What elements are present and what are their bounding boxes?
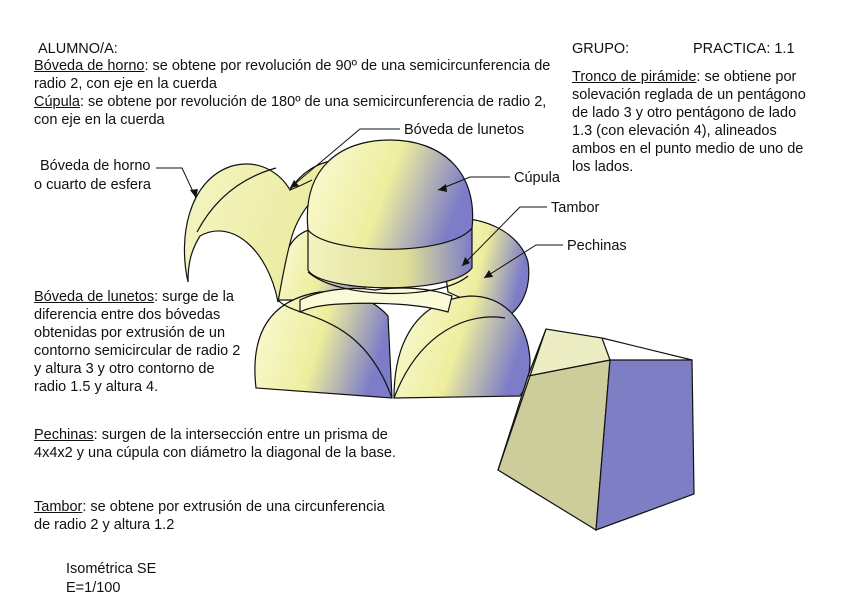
term-tambor: Tambor [34, 499, 83, 515]
front-dome-left [255, 292, 392, 398]
callout-lunetos: Bóveda de lunetos [404, 122, 525, 138]
grupo-label: GRUPO: [572, 41, 630, 57]
def-lunetos-text: : surge de la [154, 289, 234, 305]
front-dome-right [394, 296, 530, 398]
def-boveda-horno-line2: radio 2, con eje en la cuerda [34, 76, 217, 92]
def-tronco-line: 1.3 (con elevación 4), alineados [572, 123, 777, 139]
def-lunetos-line: y altura 3 y otro contorno de [34, 361, 215, 377]
term-tronco: Tronco de pirámide [572, 69, 697, 85]
leader-horno [156, 168, 196, 198]
def-pechinas-text: : surgen de la intersección entre un prisma de [93, 427, 388, 443]
pyramid-edge [602, 338, 692, 360]
def-tambor-line2: de radio 2 y altura 1.2 [34, 517, 175, 533]
def-pechinas-line2: 4x4x2 y una cúpula con diámetro la diagonal de la base. [34, 445, 396, 461]
def-lunetos-line: contorno semicircular de radio 2 [34, 343, 241, 359]
def-tambor-text: : se obtene por extrusión de una circunferencia [82, 499, 385, 515]
def-lunetos-line: radio 1.5 y altura 4. [34, 379, 159, 395]
callout-horno-2: o cuarto de esfera [34, 177, 151, 193]
term-cupula: Cúpula [34, 94, 80, 110]
def-tronco-line: de lado 3 y otro pentágono de lado [572, 105, 797, 121]
view-label: Isométrica SE [66, 561, 157, 577]
callout-pechinas: Pechinas [567, 238, 627, 254]
callout-horno-1: Bóveda de horno [40, 158, 151, 174]
term-lunetos: Bóveda de lunetos [34, 289, 155, 305]
cupula-shape [307, 140, 472, 249]
def-cupula-line2: con eje en la cuerda [34, 112, 165, 128]
term-boveda-horno: Bóveda de horno [34, 58, 145, 74]
def-tronco-line: ambos en el punto medio de uno de [572, 141, 804, 157]
def-tronco-line: solevación reglada de un pentágono [572, 87, 806, 103]
callout-cupula: Cúpula [514, 170, 560, 186]
def-cupula-text: : se obtene por revolución de 180º de una semicircunferencia de radio 2, [79, 94, 547, 110]
def-lunetos-line: obtenidas por extrusión de un [34, 325, 226, 341]
pyramid-side-face [596, 360, 694, 530]
def-lunetos-line: diferencia entre dos bóvedas [34, 307, 221, 323]
scale-label: E=1/100 [66, 580, 121, 596]
def-tronco-text: : se obtiene por [696, 69, 797, 85]
callout-tambor: Tambor [551, 200, 600, 216]
term-pechinas: Pechinas [34, 427, 94, 443]
alumno-label: ALUMNO/A: [38, 41, 118, 57]
def-boveda-horno-text: : se obtene por revolución de 90º de una semicircunferencia de [144, 58, 551, 74]
def-tronco-line: los lados. [572, 159, 634, 175]
practica-label: PRACTICA: 1.1 [693, 41, 795, 57]
